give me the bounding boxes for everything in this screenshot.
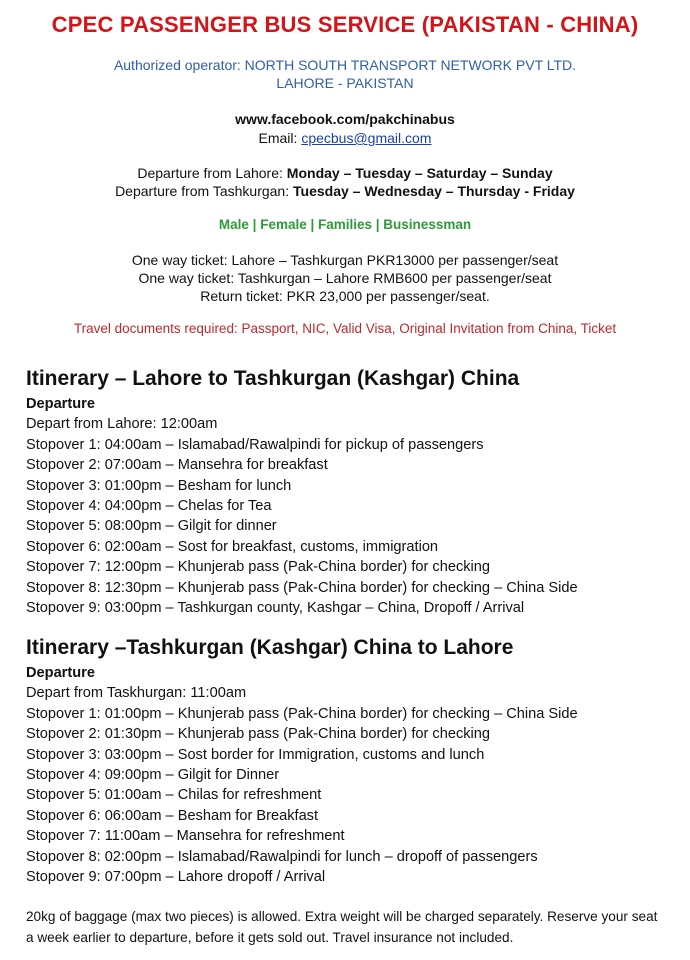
itinerary-back-list: [26, 663, 578, 887]
itinerary-out-heading: Itinerary – Lahore to Tashkurgan (Kashgar) China: [26, 367, 520, 390]
ticket-line: Return ticket: PKR 23,000 per passenger/seat.: [200, 288, 490, 304]
page-title: CPEC PASSENGER BUS SERVICE (PAKISTAN - CHINA): [51, 12, 639, 37]
documents-required: Travel documents required: Passport, NIC, Valid Visa, Original Invitation from China, Ticket: [73, 321, 617, 336]
list-item: Stopover 5: 01:00am – Chilas for refreshment: [26, 787, 322, 804]
list-item: Stopover 7: 12:00pm – Khunjerab pass (Pak-China border) for checking: [26, 559, 491, 576]
list-item: Stopover 6: 02:00am – Sost for breakfast, customs, immigration: [26, 538, 439, 555]
list-item: Stopover 1: 01:00pm – Khunjerab pass (Pak-China border) for checking – China Side: [26, 705, 578, 722]
list-item: Stopover 9: 03:00pm – Tashkurgan county, Kashgar – China, Dropoff / Arrival: [26, 600, 525, 617]
itinerary-out-list: [26, 394, 578, 618]
departure-tashkurgan-label: Departure from Tashkurgan:: [115, 183, 290, 199]
list-item: Stopover 9: 07:00pm – Lahore dropoff / Arrival: [26, 869, 326, 886]
list-item: Stopover 7: 11:00am – Mansehra for refreshment: [26, 828, 345, 845]
list-item: Stopover 4: 04:00pm – Chelas for Tea: [26, 498, 272, 515]
departure-lahore-label: Departure from Lahore:: [137, 165, 283, 181]
operator-line-1: Authorized operator: NORTH SOUTH TRANSPORT NETWORK PVT LTD.: [113, 57, 577, 73]
list-item: Stopover 3: 03:00pm – Sost border for Immigration, customs and lunch: [26, 746, 485, 763]
departure-lahore: [0, 164, 690, 182]
list-item: Stopover 5: 08:00pm – Gilgit for dinner: [26, 518, 277, 535]
email-link[interactable]: cpecbus@gmail.com: [301, 130, 432, 146]
departure-lahore-days: Monday – Tuesday – Saturday – Sunday: [286, 165, 553, 181]
departure-tashkurgan: [0, 182, 690, 200]
list-item: Stopover 3: 01:00pm – Besham for lunch: [26, 477, 292, 494]
baggage-note: 20kg of baggage (max two pieces) is allowed. Extra weight will be charged separately. Reserve your seat a week earlier to departure, before it gets sold out. Travel insurance not included.: [26, 909, 658, 945]
list-item: Depart from Taskhurgan: 11:00am: [26, 685, 247, 702]
facebook-link[interactable]: www.facebook.com/pakchinabus: [235, 111, 455, 127]
itinerary-back-heading: Itinerary –Tashkurgan (Kashgar) China to Lahore: [26, 636, 514, 659]
itinerary-out-subheading: Departure: [26, 396, 95, 412]
list-item: Stopover 1: 04:00am – Islamabad/Rawalpindi for pickup of passengers: [26, 436, 484, 453]
email-label: Email:: [258, 130, 298, 146]
departure-tashkurgan-days: Tuesday – Wednesday – Thursday - Friday: [293, 183, 575, 199]
list-item: Stopover 4: 09:00pm – Gilgit for Dinner: [26, 767, 280, 784]
email-row: [0, 129, 690, 147]
operator-line-2: LAHORE - PAKISTAN: [276, 75, 414, 91]
audience-line: Male | Female | Families | Businessman: [218, 217, 472, 232]
list-item: Stopover 8: 02:00pm – Islamabad/Rawalpindi for lunch – dropoff of passengers: [26, 848, 538, 865]
ticket-line: One way ticket: Tashkurgan – Lahore RMB600 per passenger/seat: [138, 270, 552, 286]
ticket-line: One way ticket: Lahore – Tashkurgan PKR13000 per passenger/seat: [131, 252, 559, 268]
list-item: Stopover 8: 12:30pm – Khunjerab pass (Pak-China border) for checking – China Side: [26, 579, 578, 596]
list-item: Stopover 2: 01:30pm – Khunjerab pass (Pak-China border) for checking: [26, 726, 491, 743]
list-item: Stopover 2: 07:00am – Mansehra for breakfast: [26, 457, 328, 474]
itinerary-back-subheading: Departure: [26, 665, 95, 681]
list-item: Depart from Lahore: 12:00am: [26, 416, 218, 433]
list-item: Stopover 6: 06:00am – Besham for Breakfast: [26, 807, 319, 824]
